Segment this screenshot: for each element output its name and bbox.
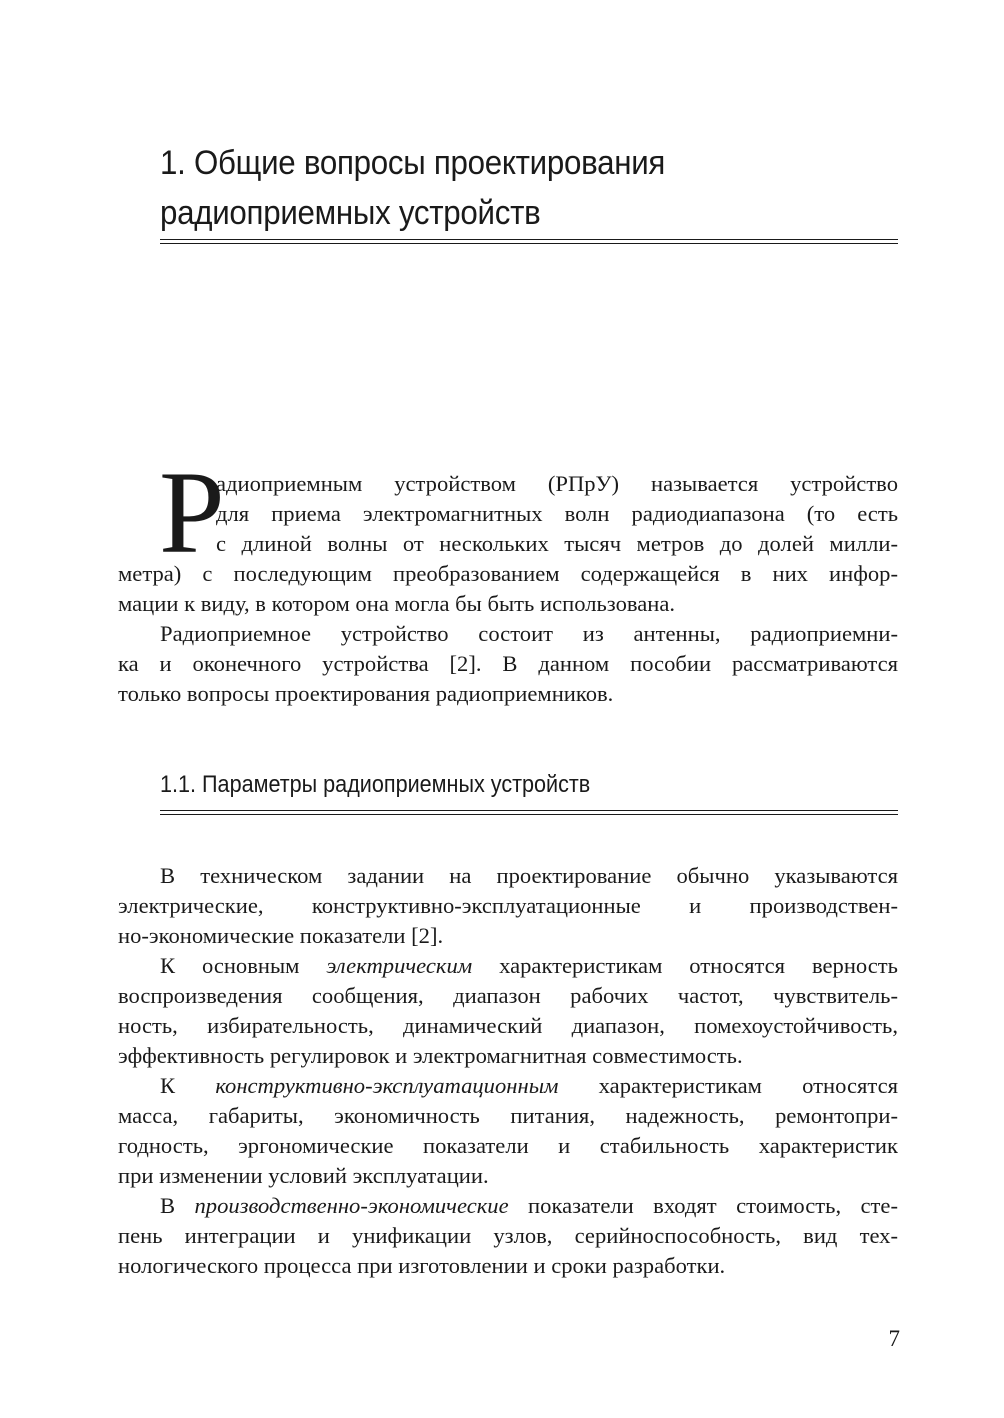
text-line: Радиоприемное устройство состоит из антенны, радиоприемни-	[160, 621, 898, 646]
text-line: ность, избирательность, динамический диапазон, помехоустойчивость,	[118, 1013, 898, 1038]
text-line: В техническом задании на проектирование обычно указываются	[160, 863, 898, 888]
intro-paragraph-1	[118, 469, 898, 619]
text-line: ка и оконечного устройства [2]. В данном пособии рассматриваются	[118, 651, 898, 676]
text-line: метра) с последующим преобразованием содержащейся в них инфор-	[118, 561, 898, 586]
chapter-title	[160, 138, 841, 238]
section-title-rule	[160, 810, 898, 816]
text-line: В производственно-экономические показатели входят стоимость, сте-	[160, 1193, 898, 1218]
chapter-title-line-2: радиоприемных устройств	[160, 194, 541, 232]
text-line: пень интеграции и унификации узлов, серийноспособность, вид тех-	[118, 1223, 898, 1248]
text-line: с длиной волны от нескольких тысяч метров до долей милли-	[216, 531, 898, 556]
section-paragraph-3	[118, 1071, 898, 1191]
text-line: нологического процесса при изготовлении и сроки разработки.	[118, 1253, 726, 1278]
text-line: К конструктивно-эксплуатационным характеристикам относятся	[160, 1073, 898, 1098]
section-paragraph-1	[118, 861, 898, 951]
chapter-title-line-1: 1. Общие вопросы проектирования	[160, 144, 666, 182]
page-number: 7	[888, 1326, 900, 1351]
text-line: К основным электрическим характеристикам относятся верность	[160, 953, 898, 978]
text-line: при изменении условий эксплуатации.	[118, 1163, 489, 1188]
text-line: электрические, конструктивно-эксплуатационные и производствен-	[118, 893, 898, 918]
text-line: но-экономические показатели [2].	[118, 923, 444, 948]
text-line: масса, габариты, экономичность питания, надежность, ремонтопри-	[118, 1103, 898, 1128]
text-line: годность, эргономические показатели и стабильность характеристик	[118, 1133, 898, 1158]
section-paragraph-4	[118, 1191, 898, 1281]
text-line: адиоприемным устройством (РПрУ) называется устройство	[216, 471, 898, 496]
text-line: для приема электромагнитных волн радиодиапазона (то есть	[216, 501, 898, 526]
emphasis-production: производственно-экономические	[194, 1193, 509, 1218]
emphasis-electrical: электрическим	[326, 953, 473, 978]
chapter-title-rule	[160, 239, 898, 245]
section-paragraph-2	[118, 951, 898, 1071]
text-line: эффективность регулировок и электромагнитная совместимость.	[118, 1043, 743, 1068]
text-line: воспроизведения сообщения, диапазон рабочих частот, чувствитель-	[118, 983, 898, 1008]
text-line: мации к виду, в котором она могла бы быть использована.	[118, 591, 676, 616]
text-line: только вопросы проектирования радиоприемников.	[118, 681, 614, 706]
emphasis-constructive: конструктивно-эксплуатационным	[215, 1073, 559, 1098]
intro-paragraph-2	[118, 619, 898, 709]
drop-cap: Р	[159, 447, 225, 578]
section-title: 1.1. Параметры радиоприемных устройств	[160, 771, 591, 798]
